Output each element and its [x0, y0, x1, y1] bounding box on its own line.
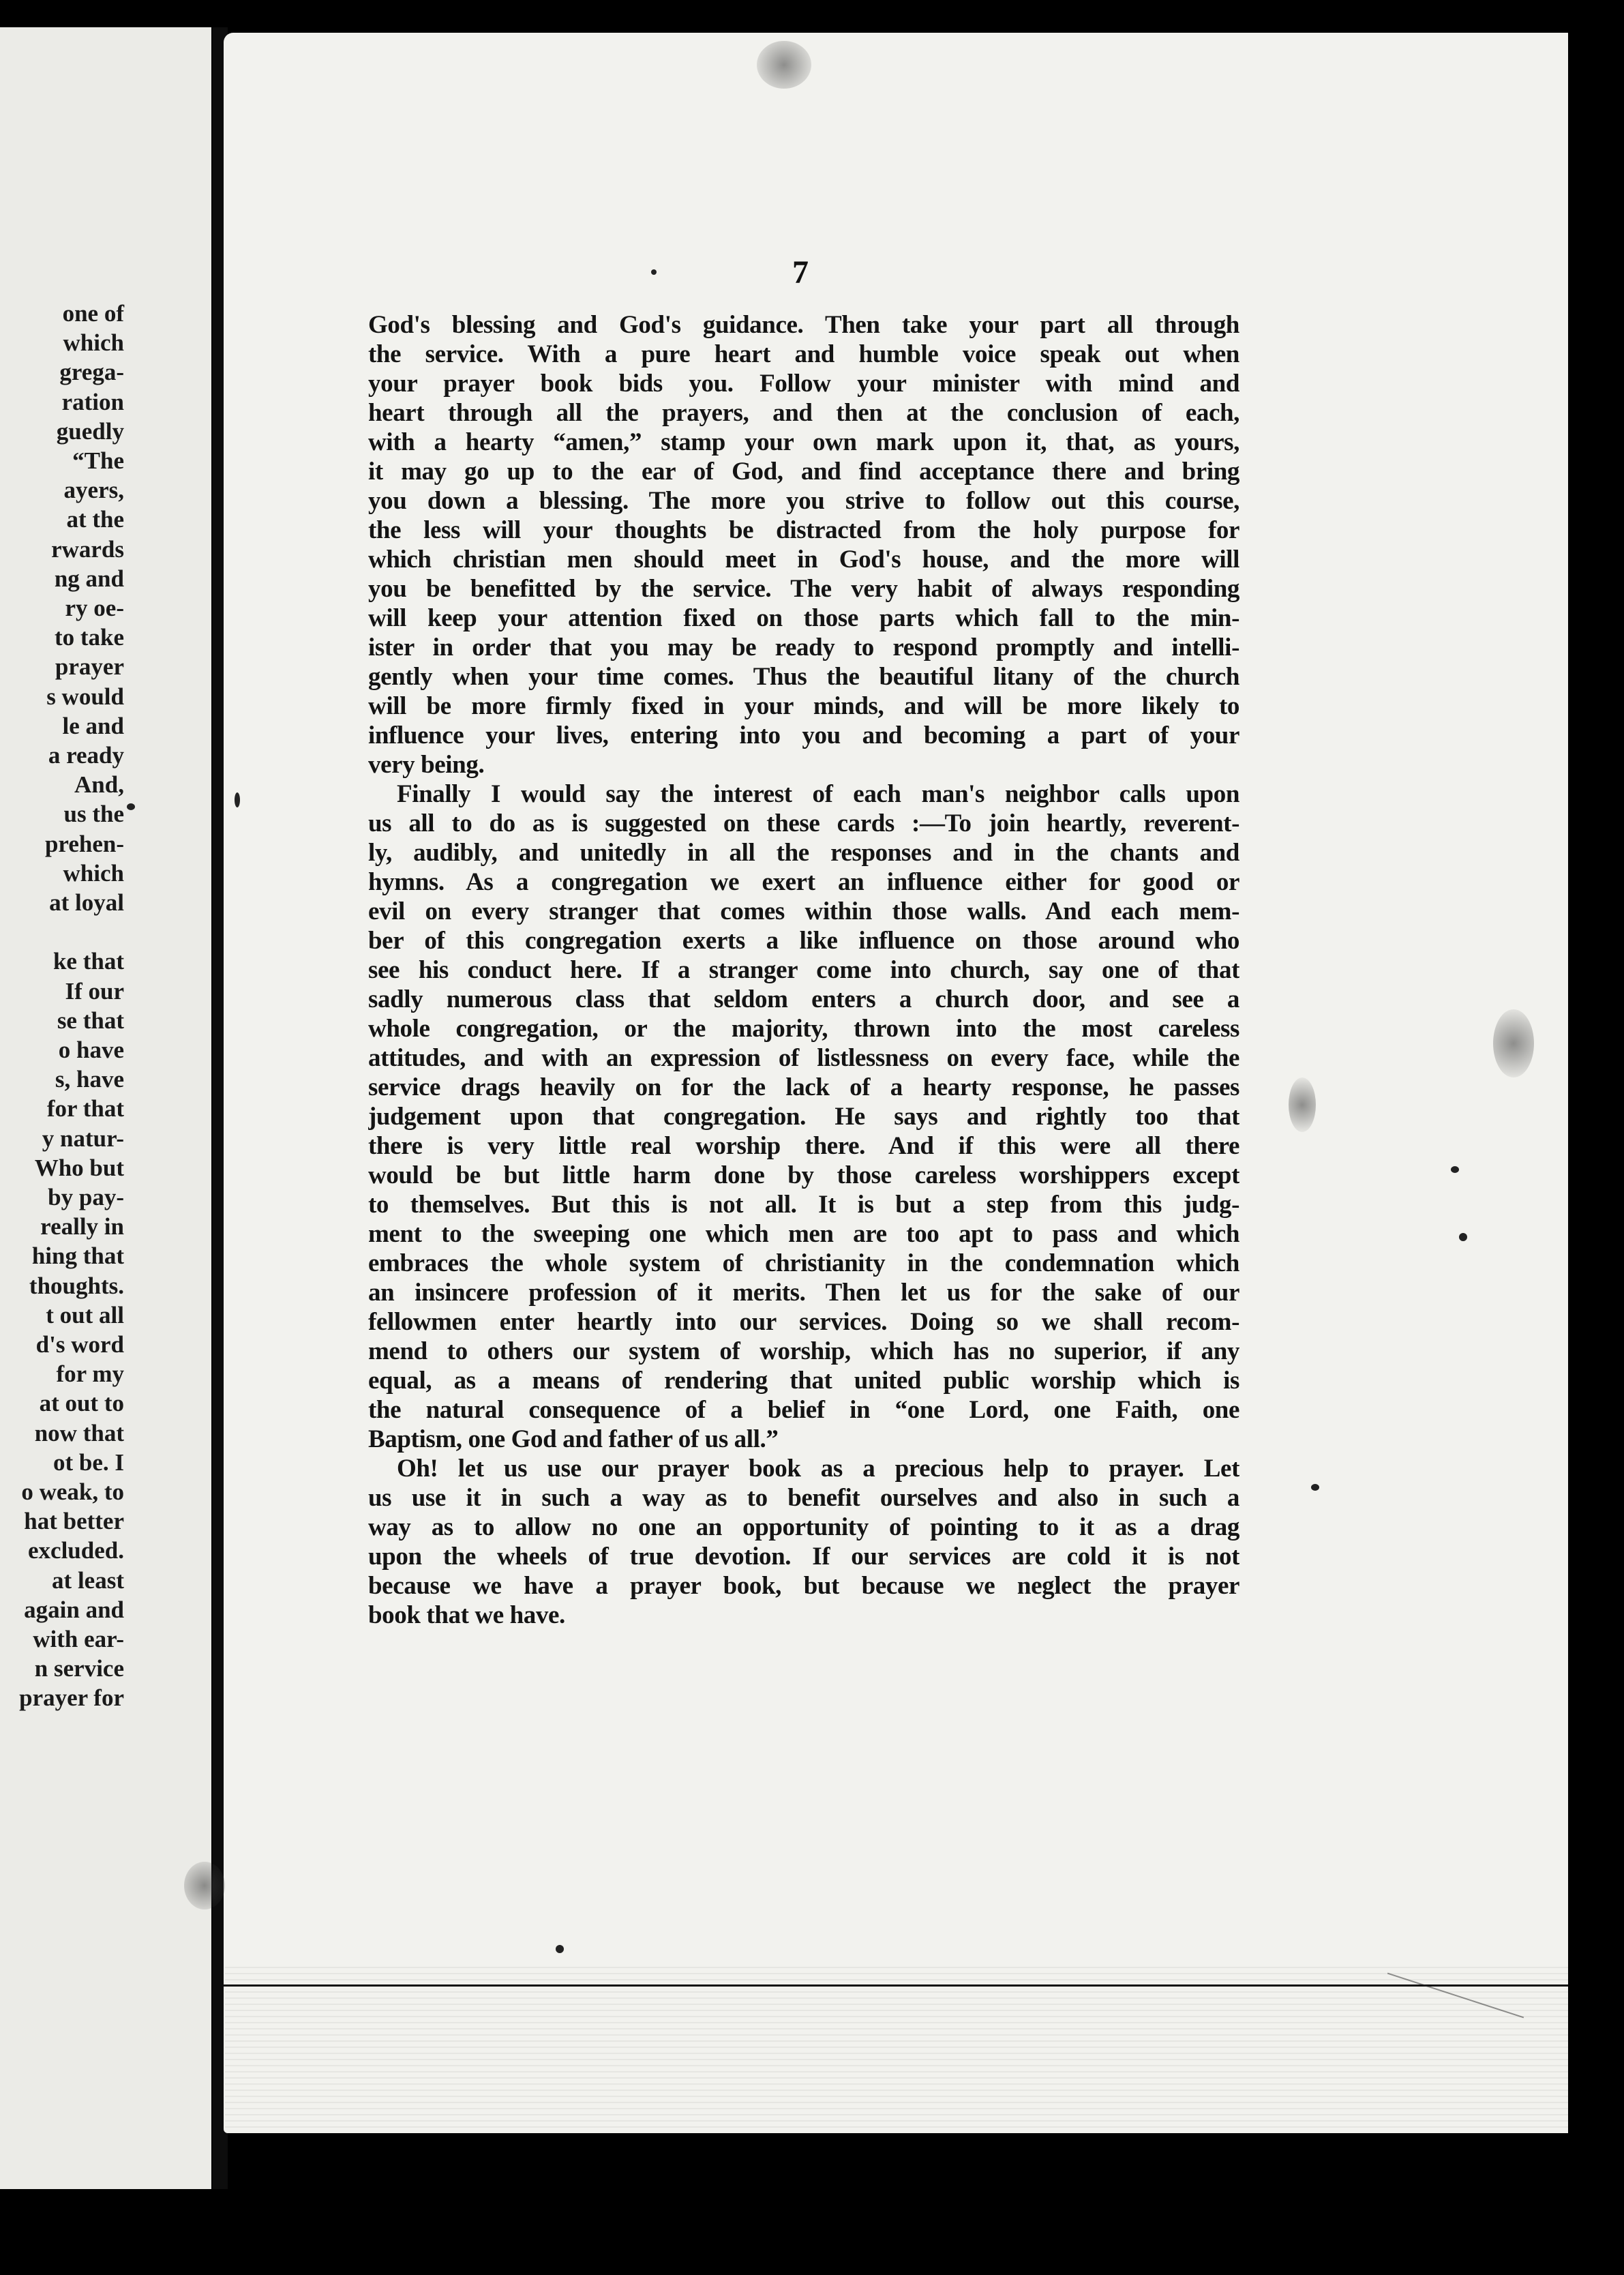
previous-page-line: with ear- — [33, 1626, 124, 1652]
text-line: you down a blessing. The more you strive to follow out this course, — [368, 487, 1239, 515]
ink-smudge — [1289, 1077, 1316, 1132]
previous-page-line: now that — [34, 1419, 124, 1446]
previous-page-line: for my — [56, 1360, 124, 1388]
previous-page-line: ayers, — [63, 477, 124, 504]
text-line: equal, as a means of rendering that united public worship which is — [368, 1367, 1239, 1395]
previous-page-line: by pay- — [48, 1184, 124, 1210]
text-line: upon the wheels of true devotion. If our services are cold it is not — [368, 1543, 1239, 1571]
text-line: hymns. As a congregation we exert an influence either for good or — [368, 868, 1239, 896]
text-line: book that we have. — [368, 1601, 565, 1629]
previous-page-line: really in — [40, 1213, 124, 1240]
body-text — [368, 310, 1239, 1630]
previous-page-line: “The — [72, 447, 124, 474]
previous-page-line: one of — [62, 300, 124, 327]
previous-page-line: ration — [61, 388, 124, 415]
text-line: which christian men should meet in God's house, and the more will — [368, 546, 1239, 574]
previous-page-line: a ready — [48, 742, 124, 769]
ink-smudge — [757, 41, 811, 89]
paragraph — [368, 779, 1239, 1454]
previous-page-line: ot be. I — [52, 1448, 124, 1476]
previous-page-line: grega- — [59, 359, 124, 386]
previous-page-line: for that — [46, 1095, 124, 1122]
text-line: service drags heavily on for the lack of a hearty response, he passes — [368, 1073, 1239, 1101]
text-line: fellowmen enter heartly into our services. Doing so we shall recom- — [368, 1308, 1239, 1336]
previous-page-line: And, — [74, 771, 124, 799]
previous-page-line: le and — [62, 712, 124, 739]
previous-page-line: prayer — [55, 653, 124, 681]
previous-page-line: which — [63, 329, 124, 357]
previous-page-line: guedly — [56, 417, 124, 445]
text-line: embraces the whole system of christianity in the condemnation which — [368, 1249, 1239, 1277]
ink-speck — [556, 1945, 564, 1953]
text-line: an insincere profession of it merits. Then let us for the sake of our — [368, 1279, 1239, 1307]
text-line: us use it in such a way as to benefit ourselves and also in such a — [368, 1484, 1239, 1512]
text-line: Baptism, one God and father of us all.” — [368, 1425, 779, 1453]
text-line: ber of this congregation exerts a like influence on those around who — [368, 927, 1239, 955]
ink-smudge — [184, 1862, 225, 1909]
ink-speck — [1459, 1233, 1467, 1241]
scan-border-right — [1568, 27, 1624, 2210]
text-line: your prayer book bids you. Follow your minister with mind and — [368, 370, 1239, 398]
scan-border-bottom — [0, 2189, 1624, 2275]
previous-page-line: hing that — [31, 1243, 124, 1270]
scan-noise — [225, 1964, 1582, 2128]
previous-page-line: ke that — [52, 948, 124, 975]
previous-page-line: prehen- — [44, 830, 124, 857]
previous-page-line: ng and — [54, 565, 124, 592]
text-line: Finally I would say the interest of each man's neighbor calls upon — [397, 780, 1239, 808]
previous-page-line: at the — [66, 506, 124, 533]
ink-speck — [235, 792, 240, 807]
text-line: very being. — [368, 751, 485, 779]
text-line: way as to allow no one an opportunity of pointing to it as a drag — [368, 1513, 1239, 1541]
page-number: 7 — [792, 254, 809, 291]
previous-page-line: d's word — [35, 1331, 124, 1358]
previous-page-line: ry oe- — [65, 595, 124, 621]
previous-page-line: s would — [46, 683, 124, 710]
previous-page-line: at out to — [39, 1390, 124, 1417]
paragraph — [368, 1454, 1239, 1630]
text-line: because we have a prayer book, but because we neglect the prayer — [368, 1572, 1239, 1600]
text-line: will be more firmly fixed in your minds, and will be more likely to — [368, 692, 1239, 720]
ink-speck — [127, 803, 135, 810]
previous-page-line: excluded. — [28, 1537, 124, 1564]
previous-page-line: at least — [52, 1566, 124, 1594]
text-line: will keep your attention fixed on those parts which fall to the min- — [368, 604, 1239, 632]
previous-page-line: us the — [63, 801, 124, 828]
text-line: ment to the sweeping one which men are too apt to pass and which — [368, 1220, 1239, 1248]
ink-speck — [651, 269, 657, 275]
previous-page-line: t out all — [46, 1301, 124, 1328]
previous-page-line: at loyal — [49, 889, 124, 916]
text-line: whole congregation, or the majority, thrown into the most careless — [368, 1015, 1239, 1043]
text-line: gently when your time comes. Thus the beautiful litany of the church — [368, 663, 1239, 691]
paragraph — [368, 310, 1239, 779]
text-line: the natural consequence of a belief in “one Lord, one Faith, one — [368, 1396, 1239, 1424]
text-line: there is very little real worship there. And if this were all there — [368, 1132, 1239, 1160]
text-line: ister in order that you may be ready to respond promptly and intelli- — [368, 634, 1239, 661]
previous-page-fragment — [0, 27, 211, 2189]
text-line: evil on every stranger that comes within those walls. And each mem- — [368, 897, 1239, 925]
text-line: it may go up to the ear of God, and find acceptance there and bring — [368, 458, 1239, 486]
previous-page-line: rwards — [51, 535, 124, 563]
text-line: see his conduct here. If a stranger come into church, say one of that — [368, 956, 1239, 984]
text-line: God's blessing and God's guidance. Then take your part all through — [368, 311, 1239, 339]
previous-page-line: n service — [34, 1655, 124, 1682]
ink-smudge — [1493, 1009, 1534, 1077]
text-line: with a hearty “amen,” stamp your own mark upon it, that, as yours, — [368, 428, 1239, 456]
text-line: sadly numerous class that seldom enters a church door, and see a — [368, 985, 1239, 1013]
text-line: to themselves. But this is not all. It is but a step from this judg- — [368, 1191, 1239, 1219]
previous-page-line: Who but — [34, 1154, 124, 1181]
ink-speck — [1451, 1166, 1459, 1173]
previous-page-line: If our — [65, 977, 124, 1005]
previous-page-line: thoughts. — [29, 1272, 124, 1299]
previous-page-line: which — [63, 859, 124, 887]
previous-page-line: o weak, to — [21, 1478, 124, 1505]
text-line: attitudes, and with an expression of listlessness on every face, while the — [368, 1044, 1239, 1072]
previous-page-line: hat better — [24, 1508, 124, 1535]
text-line: the service. With a pure heart and humble voice speak out when — [368, 340, 1239, 368]
text-line: the less will your thoughts be distracted from the holy purpose for — [368, 516, 1239, 544]
text-line: Oh! let us use our prayer book as a precious help to prayer. Let — [397, 1455, 1239, 1483]
text-line: heart through all the prayers, and then at the conclusion of each, — [368, 399, 1239, 427]
text-line: judgement upon that congregation. He says and rightly too that — [368, 1103, 1239, 1131]
previous-page-line: again and — [24, 1596, 124, 1623]
previous-page-line: prayer for — [19, 1684, 124, 1712]
ink-speck — [1311, 1484, 1319, 1491]
previous-page-line: o have — [58, 1037, 124, 1063]
previous-page-line: y natur- — [42, 1125, 124, 1152]
text-line: us all to do as is suggested on these cards :—To join heartly, reverent- — [368, 809, 1239, 837]
previous-page-line: se that — [57, 1007, 124, 1034]
text-line: ly, audibly, and unitedly in all the responses and in the chants and — [368, 839, 1239, 867]
text-line: mend to others our system of worship, which has no superior, if any — [368, 1337, 1239, 1365]
previous-page-line: to take — [54, 624, 124, 651]
previous-page-line: s, have — [55, 1066, 124, 1093]
text-line: you be benefitted by the service. The very habit of always responding — [368, 575, 1239, 603]
text-line: influence your lives, entering into you and becoming a part of your — [368, 722, 1239, 749]
text-line: would be but little harm done by those careless worshippers except — [368, 1161, 1239, 1189]
